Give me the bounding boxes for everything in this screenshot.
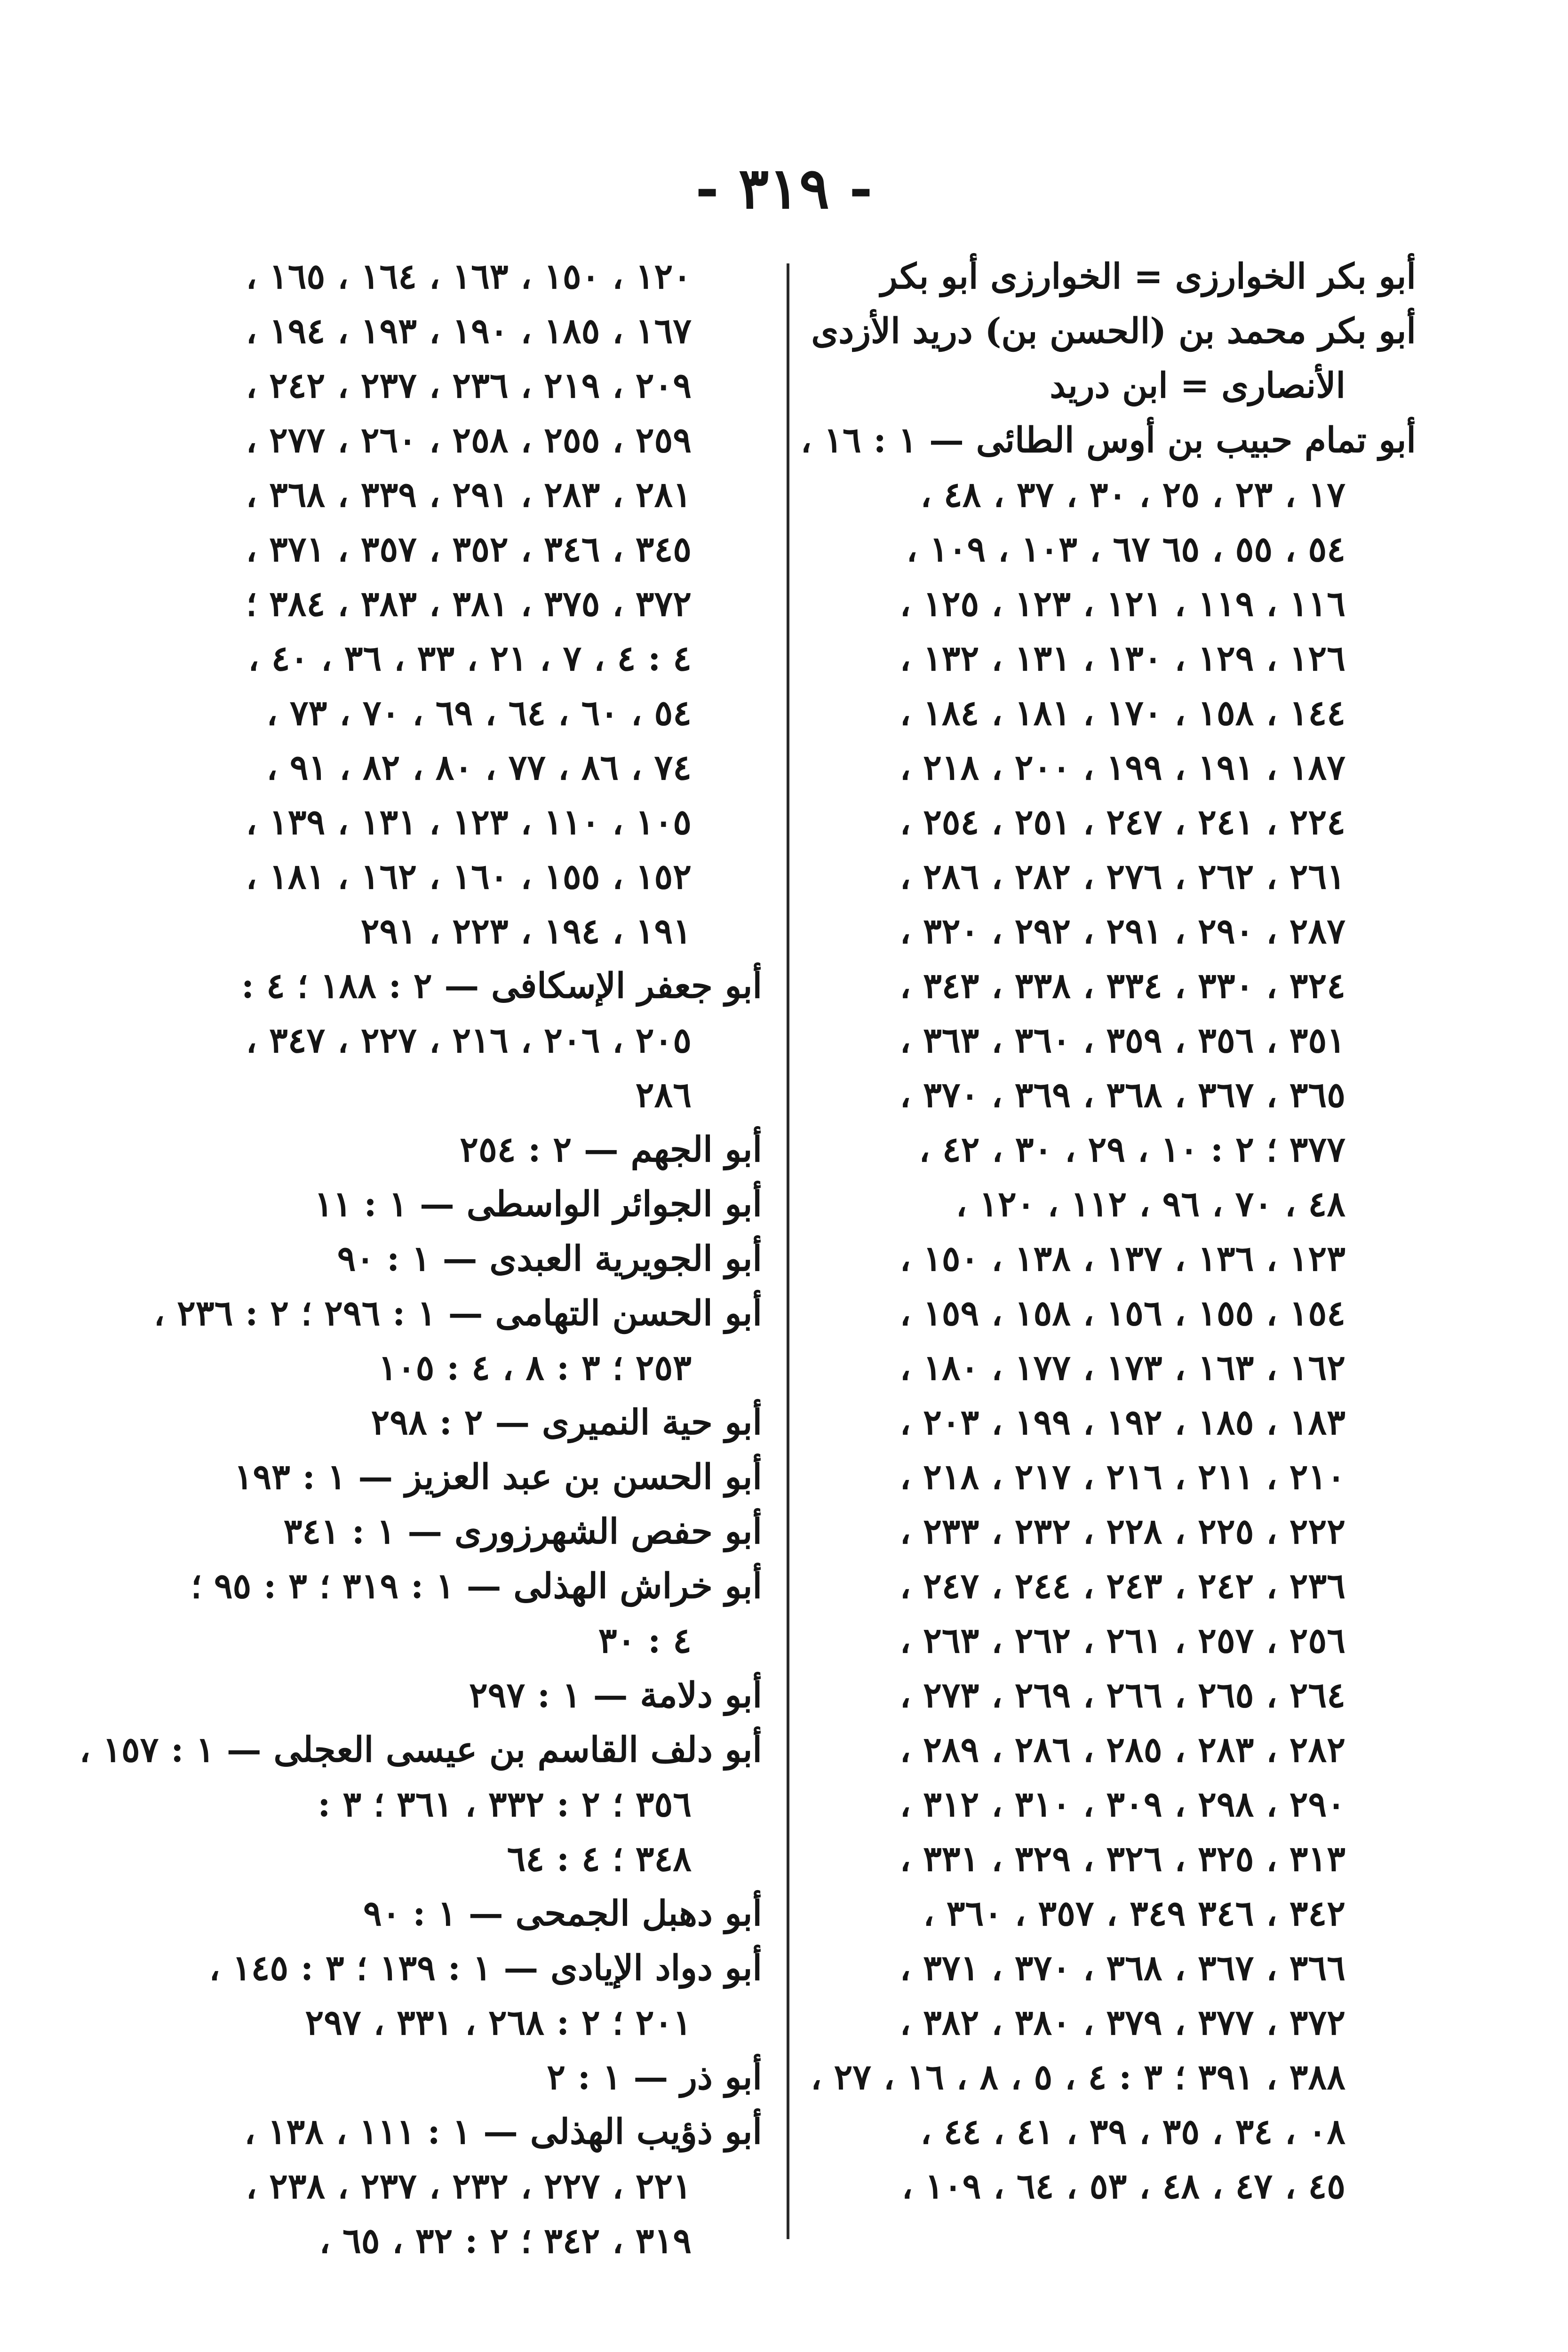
index-entry-continuation: ٢٥٩ ، ٢٥٥ ، ٢٥٨ ، ٢٦٠ ، ٢٧٧ ، (246, 420, 692, 461)
column-divider (787, 263, 789, 2239)
index-entry-continuation: ٧٤ ، ٨٦ ، ٧٧ ، ٨٠ ، ٨٢ ، ٩١ ، (266, 747, 692, 788)
index-entry-heading: أبو دهبل الجمحى — ١ : ٩٠ (363, 1893, 762, 1934)
index-entry-continuation: ٢٨٢ ، ٢٨٣ ، ٢٨٥ ، ٢٨٦ ، ٢٨٩ ، (899, 1730, 1345, 1770)
index-entry-continuation: ١٢٣ ، ١٣٦ ، ١٣٧ ، ١٣٨ ، ١٥٠ ، (899, 1239, 1345, 1279)
index-entry-continuation: ٣٧٢ ، ٣٧٧ ، ٣٧٩ ، ٣٨٠ ، ٣٨٢ ، (899, 2002, 1345, 2043)
index-entry-continuation: ٣٤٢ ، ٣٤٦ ٣٤٩ ، ٣٥٧ ، ٣٦٠ ، (923, 1893, 1345, 1934)
index-entry-continuation: ٢٣٦ ، ٢٤٢ ، ٢٤٣ ، ٢٤٤ ، ٢٤٧ ، (899, 1566, 1345, 1606)
index-entry-continuation: ٢٠١ ؛ ٢ : ٢٦٨ ، ٣٣١ ، ٢٩٧ (305, 2002, 692, 2043)
index-entry-continuation: ٤٥ ، ٤٧ ، ٤٨ ، ٥٣ ، ٦٤ ، ١٠٩ ، (901, 2166, 1345, 2207)
index-entry-continuation: ٢٩٠ ، ٢٩٨ ، ٣٠٩ ، ٣١٠ ، ٣١٢ ، (899, 1784, 1345, 1825)
index-entry-continuation: ٣٥١ ، ٣٥٦ ، ٣٥٩ ، ٣٦٠ ، ٣٦٣ ، (899, 1020, 1345, 1061)
index-entry-continuation: ٥٤ ، ٦٠ ، ٦٤ ، ٦٩ ، ٧٠ ، ٧٣ ، (266, 693, 692, 733)
index-entry-heading: أبو حية النميرى — ٢ : ٢٩٨ (371, 1402, 762, 1443)
index-entry-continuation: ١٥٤ ، ١٥٥ ، ١٥٦ ، ١٥٨ ، ١٥٩ ، (899, 1293, 1345, 1334)
index-entry-continuation: ٥٤ ، ٥٥ ، ٦٥ ٦٧ ، ١٠٣ ، ١٠٩ ، (906, 529, 1345, 570)
index-entry-heading: أبو بكر محمد بن (الحسن بن) دريد الأزدى (811, 311, 1416, 351)
index-entry-continuation: ٣٤٥ ، ٣٤٦ ، ٣٥٢ ، ٣٥٧ ، ٣٧١ ، (246, 529, 692, 570)
index-entry-continuation: ٢٢٤ ، ٢٤١ ، ٢٤٧ ، ٢٥١ ، ٢٥٤ ، (899, 802, 1345, 842)
index-entry-continuation: ١٦٧ ، ١٨٥ ، ١٩٠ ، ١٩٣ ، ١٩٤ ، (246, 311, 692, 351)
index-entry-continuation: ٢٨٦ (635, 1075, 692, 1115)
index-entry-heading: أبو حفص الشهرزورى — ١ : ٣٤١ (283, 1511, 762, 1552)
index-entry-continuation: ٤ : ٤ ، ٧ ، ٢١ ، ٣٣ ، ٣٦ ، ٤٠ ، (248, 638, 692, 679)
index-entry-continuation: ٢٨٧ ، ٢٩٠ ، ٢٩١ ، ٢٩٢ ، ٣٢٠ ، (899, 911, 1345, 952)
index-entry-continuation: ٣٤٨ ؛ ٤ : ٦٤ (507, 1839, 692, 1879)
index-entry-continuation: ٣١٩ ، ٣٤٢ ؛ ٢ : ٣٢ ، ٦٥ ، (319, 2221, 692, 2261)
index-entry-continuation: ٢٥٣ ؛ ٣ : ٨ ، ٤ : ١٠٥ (378, 1348, 692, 1388)
index-entry-continuation: ١٢٠ ، ١٥٠ ، ١٦٣ ، ١٦٤ ، ١٦٥ ، (246, 256, 692, 297)
index-entry-continuation: ٢٦٤ ، ٢٦٥ ، ٢٦٦ ، ٢٦٩ ، ٢٧٣ ، (899, 1675, 1345, 1716)
index-entry-continuation: ٣٧٢ ، ٣٧٥ ، ٣٨١ ، ٣٨٣ ، ٣٨٤ ؛ (246, 584, 692, 624)
index-entry-continuation: ١٠٥ ، ١١٠ ، ١٢٣ ، ١٣١ ، ١٣٩ ، (246, 802, 692, 842)
index-entry-continuation: ٤ : ٣٠ (598, 1621, 692, 1661)
index-entry-continuation: ٢٨١ ، ٢٨٣ ، ٢٩١ ، ٣٣٩ ، ٣٦٨ ، (246, 475, 692, 515)
index-entry-continuation: ٣١٣ ، ٣٢٥ ، ٣٢٦ ، ٣٢٩ ، ٣٣١ ، (899, 1839, 1345, 1879)
index-entry-continuation: ١٦٢ ، ١٦٣ ، ١٧٣ ، ١٧٧ ، ١٨٠ ، (899, 1348, 1345, 1388)
index-entry-heading: أبو دلامة — ١ : ٢٩٧ (469, 1675, 762, 1716)
index-column-left (79, 249, 762, 2268)
index-entry-continuation: ١٢٦ ، ١٢٩ ، ١٣٠ ، ١٣١ ، ١٣٢ ، (899, 638, 1345, 679)
index-entry-heading: أبو الحسن بن عبد العزيز — ١ : ١٩٣ (234, 1457, 762, 1497)
index-entry-heading: أبو ذر — ١ : ٢ (547, 2057, 762, 2098)
index-entry-continuation: ٣٧٧ ؛ ٢ : ١٠ ، ٢٩ ، ٣٠ ، ٤٢ ، (919, 1129, 1345, 1170)
index-entry-heading: أبو دلف القاسم بن عيسى العجلى — ١ : ١٥٧ ، (79, 1730, 762, 1770)
index-column-right (800, 249, 1416, 2214)
index-entry-continuation: ٢٠٥ ، ٢٠٦ ، ٢١٦ ، ٢٢٧ ، ٣٤٧ ، (246, 1020, 692, 1061)
index-entry-continuation: ١١٦ ، ١١٩ ، ١٢١ ، ١٢٣ ، ١٢٥ ، (899, 584, 1345, 624)
index-entry-continuation: ٢٢١ ، ٢٢٧ ، ٢٣٢ ، ٢٣٧ ، ٢٣٨ ، (246, 2166, 692, 2207)
index-entry-heading: أبو الجويرية العبدى — ١ : ٩٠ (337, 1239, 762, 1279)
index-entry-continuation: ٣٨٨ ، ٣٩١ ؛ ٣ : ٤ ، ٥ ، ٨ ، ١٦ ، ٢٧ ، (810, 2057, 1345, 2098)
index-entry-continuation: ١٥٢ ، ١٥٥ ، ١٦٠ ، ١٦٢ ، ١٨١ ، (246, 857, 692, 897)
index-entry-heading: أبو ذؤيب الهذلى — ١ : ١١١ ، ١٣٨ ، (244, 2112, 762, 2152)
index-entry-continuation: ٢١٠ ، ٢١١ ، ٢١٦ ، ٢١٧ ، ٢١٨ ، (899, 1457, 1345, 1497)
page-number: - ٣١٩ - (695, 155, 873, 222)
index-entry-heading: أبو بكر الخوارزى = الخوارزى أبو بكر (880, 256, 1416, 297)
index-entry-continuation: ٠٨ ، ٣٤ ، ٣٥ ، ٣٩ ، ٤١ ، ٤٤ ، (920, 2112, 1345, 2152)
index-entry-heading: أبو الجوائر الواسطى — ١ : ١١ (314, 1184, 762, 1224)
index-entry-heading: أبو جعفر الإسكافى — ٢ : ١٨٨ ؛ ٤ : (241, 966, 762, 1006)
index-entry-continuation: ٢٦١ ، ٢٦٢ ، ٢٧٦ ، ٢٨٢ ، ٢٨٦ ، (899, 857, 1345, 897)
index-entry-continuation: ١٨٧ ، ١٩١ ، ١٩٩ ، ٢٠٠ ، ٢١٨ ، (899, 747, 1345, 788)
index-entry-continuation: ١٧ ، ٢٣ ، ٢٥ ، ٣٠ ، ٣٧ ، ٤٨ ، (920, 475, 1345, 515)
index-entry-continuation: ٢٠٩ ، ٢١٩ ، ٢٣٦ ، ٢٣٧ ، ٢٤٢ ، (246, 366, 692, 406)
index-entry-continuation: ٣٦٥ ، ٣٦٧ ، ٣٦٨ ، ٣٦٩ ، ٣٧٠ ، (899, 1075, 1345, 1115)
index-entry-heading: أبو الحسن التهامى — ١ : ٢٩٦ ؛ ٢ : ٢٣٦ ، (153, 1293, 762, 1334)
index-entry-continuation: الأنصارى = ابن دريد (1050, 366, 1345, 406)
index-entry-continuation: ٣٦٦ ، ٣٦٧ ، ٣٦٨ ، ٣٧٠ ، ٣٧١ ، (899, 1948, 1345, 1988)
index-entry-continuation: ١٤٤ ، ١٥٨ ، ١٧٠ ، ١٨١ ، ١٨٤ ، (899, 693, 1345, 733)
index-entry-heading: أبو تمام حبيب بن أوس الطائى — ١ : ١٦ ، (800, 420, 1416, 461)
index-entry-heading: أبو دواد الإيادى — ١ : ١٣٩ ؛ ٣ : ١٤٥ ، (209, 1948, 762, 1988)
index-entry-continuation: ١٨٣ ، ١٨٥ ، ١٩٢ ، ١٩٩ ، ٢٠٣ ، (899, 1402, 1345, 1443)
index-entry-continuation: ١٩١ ، ١٩٤ ، ٢٢٣ ، ٢٩١ (360, 911, 692, 952)
index-entry-continuation: ٢٥٦ ، ٢٥٧ ، ٢٦١ ، ٢٦٢ ، ٢٦٣ ، (899, 1621, 1345, 1661)
index-entry-continuation: ٣٥٦ ؛ ٢ : ٣٣٢ ، ٣٦١ ؛ ٣ : (318, 1784, 692, 1825)
index-entry-continuation: ٢٢٢ ، ٢٢٥ ، ٢٢٨ ، ٢٣٢ ، ٢٣٣ ، (899, 1511, 1345, 1552)
index-entry-heading: أبو خراش الهذلى — ١ : ٣١٩ ؛ ٣ : ٩٥ ؛ (191, 1566, 762, 1606)
index-entry-continuation: ٣٢٤ ، ٣٣٠ ، ٣٣٤ ، ٣٣٨ ، ٣٤٣ ، (899, 966, 1345, 1006)
index-entry-continuation: ٤٨ ، ٧٠ ، ٩٦ ، ١١٢ ، ١٢٠ ، (955, 1184, 1345, 1224)
index-entry-heading: أبو الجهم — ٢ : ٢٥٤ (460, 1129, 762, 1170)
